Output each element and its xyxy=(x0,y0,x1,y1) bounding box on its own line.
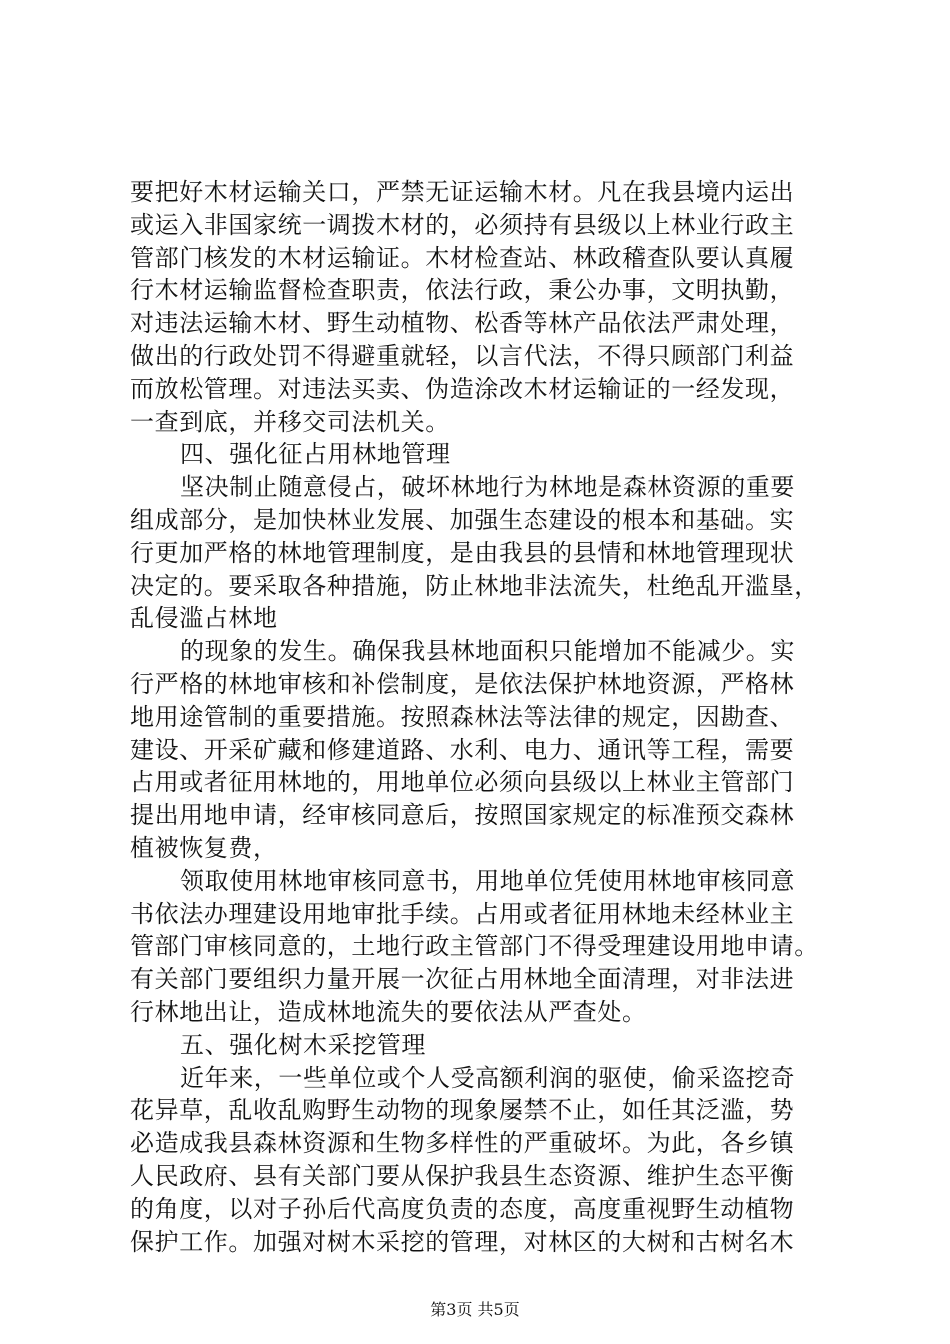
text-line: 地用途管制的重要措施。按照森林法等法律的规定，因勘查、 xyxy=(130,702,795,731)
text-line: 行严格的林地审核和补偿制度，是依法保护林地资源，严格林 xyxy=(130,669,795,698)
text-line: 要把好木材运输关口，严禁无证运输木材。凡在我县境内运出 xyxy=(130,178,795,206)
text-line: 而放松管理。对违法买卖、伪造涂改木材运输证的一经发现， xyxy=(130,374,795,403)
text-line: 对违法运输木材、野生动植物、松香等林产品依法严肃处理， xyxy=(130,309,795,338)
text-line: 的现象的发生。确保我县林地面积只能增加不能减少。实 xyxy=(180,637,795,666)
text-line: 占用或者征用林地的，用地单位必须向县级以上林业主管部门 xyxy=(130,768,795,797)
text-line: 植被恢复费， xyxy=(130,833,278,862)
text-line: 做出的行政处罚不得避重就轻，以言代法，不得只顾部门利益 xyxy=(130,341,795,370)
text-line: 管部门核发的木材运输证。木材检查站、林政稽查队要认真履 xyxy=(130,243,795,272)
text-line: 管部门审核同意的，土地行政主管部门不得受理建设用地申请。 xyxy=(130,932,819,961)
text-line: 组成部分，是加快林业发展、加强生态建设的根本和基础。实 xyxy=(130,505,795,534)
document-body xyxy=(130,176,830,1258)
text-line: 领取使用林地审核同意书，用地单位凭使用林地审核同意 xyxy=(180,866,795,895)
text-line: 花异草，乱收乱购野生动物的现象屡禁不止，如任其泛滥，势 xyxy=(130,1096,795,1125)
text-line: 一查到底，并移交司法机关。 xyxy=(130,407,450,436)
text-line: 或运入非国家统一调拨木材的，必须持有县级以上林业行政主 xyxy=(130,210,795,239)
text-line: 坚决制止随意侵占，破坏林地行为林地是森林资源的重要 xyxy=(180,473,795,502)
text-line: 决定的。要采取各种措施，防止林地非法流失，杜绝乱开滥垦， xyxy=(130,571,819,600)
text-line: 乱侵滥占林地 xyxy=(130,604,278,633)
page-footer: 第3页 共5页 xyxy=(430,1300,520,1319)
text-line: 保护工作。加强对树木采挖的管理，对林区的大树和古树名木 xyxy=(130,1227,795,1256)
text-line: 必造成我县森林资源和生物多样性的严重破坏。为此，各乡镇 xyxy=(130,1129,795,1158)
text-line: 有关部门要组织力量开展一次征占用林地全面清理，对非法进 xyxy=(130,965,795,994)
text-line: 的角度，以对子孙后代高度负责的态度，高度重视野生动植物 xyxy=(130,1194,795,1223)
text-line: 近年来，一些单位或个人受高额利润的驱使，偷采盗挖奇 xyxy=(180,1063,795,1092)
text-line: 书依法办理建设用地审批手续。占用或者征用林地未经林业主 xyxy=(130,899,795,928)
text-line: 四、强化征占用林地管理 xyxy=(180,440,451,469)
text-line: 行林地出让，造成林地流失的要依法从严查处。 xyxy=(130,997,647,1026)
text-line: 五、强化树木采挖管理 xyxy=(180,1030,426,1059)
text-line: 行木材运输监督检查职责，依法行政，秉公办事，文明执勤， xyxy=(130,276,795,305)
text-line: 人民政府、县有关部门要从保护我县生态资源、维护生态平衡 xyxy=(130,1161,795,1190)
text-line: 行更加严格的林地管理制度，是由我县的县情和林地管理现状 xyxy=(130,538,795,567)
text-line: 建设、开采矿藏和修建道路、水利、电力、通讯等工程，需要 xyxy=(130,735,795,764)
text-line: 提出用地申请，经审核同意后，按照国家规定的标准预交森林 xyxy=(130,801,795,830)
